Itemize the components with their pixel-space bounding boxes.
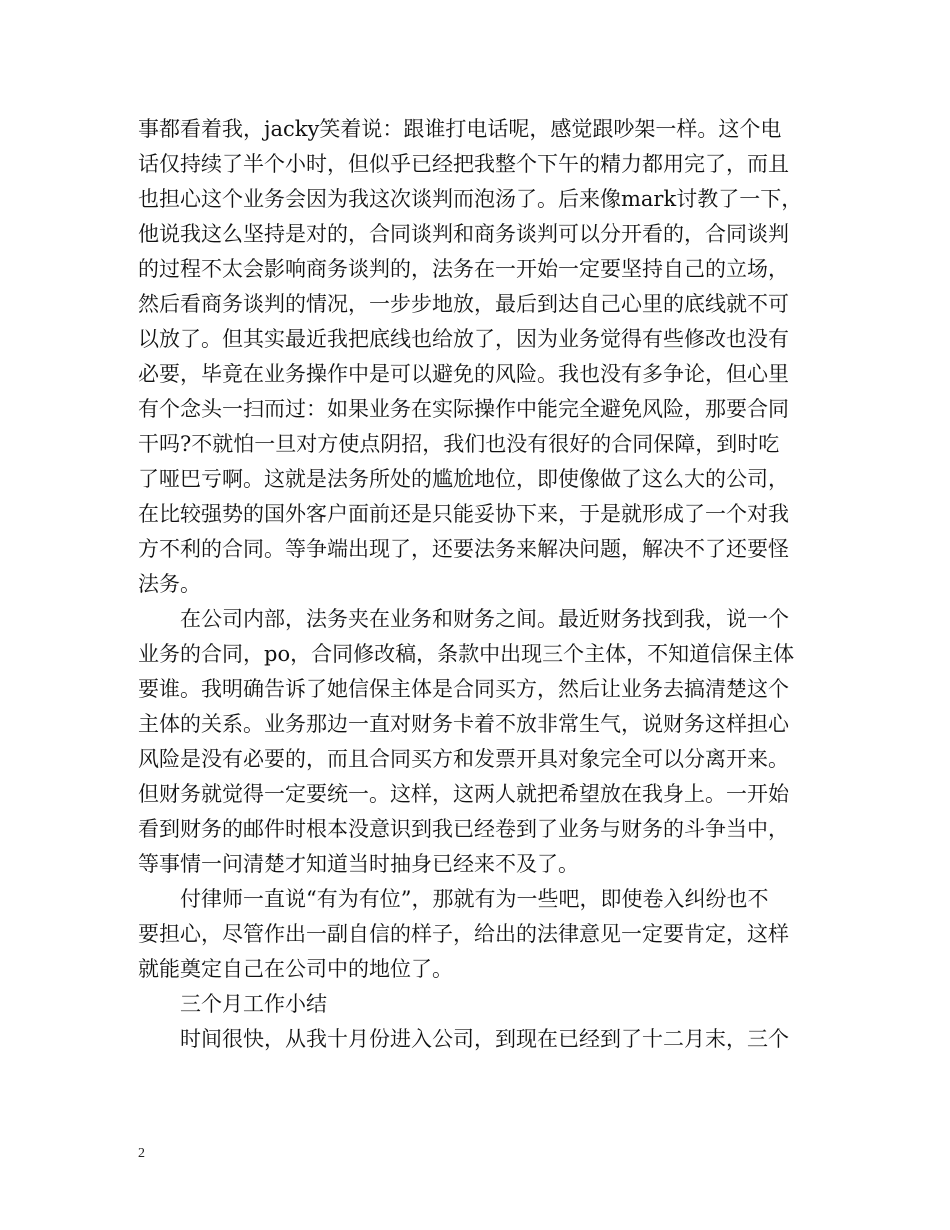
- text-line: 话仅持续了半个小时，但似乎已经把我整个下午的精力都用完了，而且: [138, 152, 789, 176]
- paragraph-first-line: 在公司内部，法务夹在业务和财务之间。最近财务找到我，说一个: [180, 607, 789, 631]
- text-line: 要担心，尽管作出一副自信的样子，给出的法律意见一定要肯定，这样: [138, 922, 789, 946]
- text-line: 就能奠定自己在公司中的地位了。: [138, 957, 453, 981]
- text-line: 事都看着我，jacky笑着说：跟谁打电话呢，感觉跟吵架一样。这个电: [138, 117, 782, 141]
- text-line: 等事情一问清楚才知道当时抽身已经来不及了。: [138, 852, 579, 876]
- page-number: 2: [138, 1146, 145, 1161]
- text-line: 但财务就觉得一定要统一。这样，这两人就把希望放在我身上。一开始: [138, 782, 789, 806]
- text-line: 他说我这么坚持是对的，合同谈判和商务谈判可以分开看的，合同谈判: [138, 222, 789, 246]
- document-body: [138, 112, 838, 1057]
- paragraph-first-line: 付律师一直说“有为有位”，那就有为一些吧，即使卷入纠纷也不: [180, 887, 769, 911]
- text-line: 看到财务的邮件时根本没意识到我已经卷到了业务与财务的斗争当中，: [138, 817, 789, 841]
- text-line: 法务。: [138, 572, 201, 596]
- text-line: 有个念头一扫而过：如果业务在实际操作中能完全避免风险，那要合同: [138, 397, 789, 421]
- text-line: 干吗?不就怕一旦对方使点阴招，我们也没有很好的合同保障，到时吃: [138, 432, 780, 456]
- text-line: 以放了。但其实最近我把底线也给放了，因为业务觉得有些修改也没有: [138, 327, 789, 351]
- text-line: 方不利的合同。等争端出现了，还要法务来解决问题，解决不了还要怪: [138, 537, 789, 561]
- text-line: 了哑巴亏啊。这就是法务所处的尴尬地位，即使像做了这么大的公司，: [138, 467, 789, 491]
- text-line: 的过程不太会影响商务谈判的，法务在一开始一定要坚持自己的立场，: [138, 257, 789, 281]
- paragraph-first-line: 时间很快，从我十月份进入公司，到现在已经到了十二月末，三个: [180, 1027, 789, 1051]
- text-line: 业务的合同，po，合同修改稿，条款中出现三个主体，不知道信保主体: [138, 642, 795, 666]
- paragraph-first-line: 三个月工作小结: [180, 992, 327, 1016]
- text-line: 风险是没有必要的，而且合同买方和发票开具对象完全可以分离开来。: [138, 747, 789, 771]
- text-line: 在比较强势的国外客户面前还是只能妥协下来，于是就形成了一个对我: [138, 502, 789, 526]
- text-line: 也担心这个业务会因为我这次谈判而泡汤了。后来像mark讨教了一下，: [138, 187, 803, 211]
- text-line: 主体的关系。业务那边一直对财务卡着不放非常生气，说财务这样担心: [138, 712, 789, 736]
- text-line: 然后看商务谈判的情况，一步步地放，最后到达自己心里的底线就不可: [138, 292, 789, 316]
- text-line: 要谁。我明确告诉了她信保主体是合同买方，然后让业务去搞清楚这个: [138, 677, 789, 701]
- text-line: 必要，毕竟在业务操作中是可以避免的风险。我也没有多争论，但心里: [138, 362, 789, 386]
